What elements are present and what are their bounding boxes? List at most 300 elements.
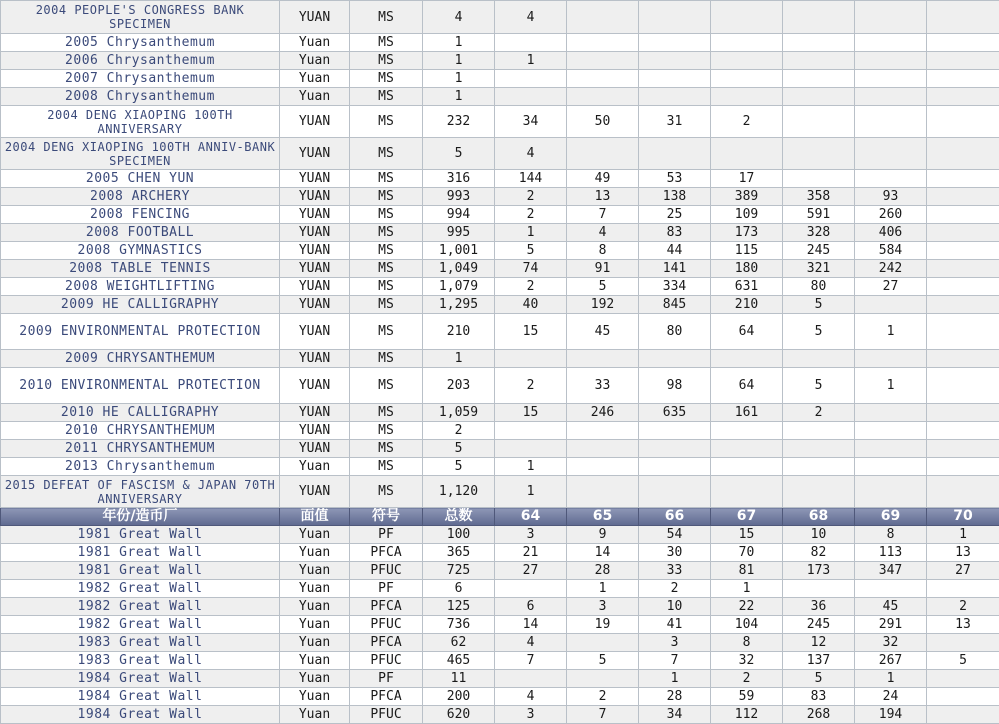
cell-grade-69 bbox=[855, 476, 927, 508]
cell-grade-64: 4 bbox=[495, 1, 567, 34]
cell-grade-66 bbox=[639, 88, 711, 106]
cell-grade-65: 192 bbox=[567, 296, 639, 314]
cell-denomination: YUAN bbox=[280, 476, 350, 508]
cell-grade-67 bbox=[711, 458, 783, 476]
table-row bbox=[1, 422, 999, 440]
cell-grade-70: 27 bbox=[927, 562, 999, 580]
column-header: 年份/造币厂 bbox=[1, 508, 280, 526]
cell-denomination: Yuan bbox=[280, 88, 350, 106]
table-row bbox=[1, 580, 999, 598]
cell-denomination: YUAN bbox=[280, 170, 350, 188]
cell-grade-70: 5 bbox=[927, 652, 999, 670]
cell-grade-symbol: MS bbox=[350, 138, 423, 170]
cell-grade-70 bbox=[927, 224, 999, 242]
cell-total: 1,059 bbox=[423, 404, 495, 422]
cell-grade-70 bbox=[927, 314, 999, 350]
cell-denomination: YUAN bbox=[280, 260, 350, 278]
cell-grade-66 bbox=[639, 422, 711, 440]
cell-denomination: YUAN bbox=[280, 242, 350, 260]
cell-grade-65 bbox=[567, 138, 639, 170]
cell-coin-name: 2008 GYMNASTICS bbox=[1, 242, 280, 260]
cell-denomination: Yuan bbox=[280, 526, 350, 544]
cell-grade-64 bbox=[495, 88, 567, 106]
cell-grade-68: 358 bbox=[783, 188, 855, 206]
cell-coin-name: 2013 Chrysanthemum bbox=[1, 458, 280, 476]
cell-grade-64 bbox=[495, 440, 567, 458]
cell-denomination: YUAN bbox=[280, 138, 350, 170]
cell-grade-68: 328 bbox=[783, 224, 855, 242]
cell-grade-70 bbox=[927, 88, 999, 106]
cell-grade-65: 7 bbox=[567, 206, 639, 224]
cell-grade-64: 21 bbox=[495, 544, 567, 562]
cell-grade-69: 242 bbox=[855, 260, 927, 278]
cell-grade-66: 30 bbox=[639, 544, 711, 562]
cell-total: 1 bbox=[423, 88, 495, 106]
cell-grade-65: 19 bbox=[567, 616, 639, 634]
cell-grade-64: 3 bbox=[495, 526, 567, 544]
cell-total: 5 bbox=[423, 138, 495, 170]
cell-coin-name: 1983 Great Wall bbox=[1, 652, 280, 670]
cell-denomination: YUAN bbox=[280, 368, 350, 404]
cell-grade-symbol: MS bbox=[350, 170, 423, 188]
cell-grade-69 bbox=[855, 404, 927, 422]
cell-grade-66: 54 bbox=[639, 526, 711, 544]
cell-grade-65: 4 bbox=[567, 224, 639, 242]
table-row bbox=[1, 688, 999, 706]
cell-grade-64 bbox=[495, 34, 567, 52]
cell-denomination: Yuan bbox=[280, 562, 350, 580]
cell-grade-64 bbox=[495, 350, 567, 368]
table-row bbox=[1, 670, 999, 688]
cell-grade-symbol: MS bbox=[350, 188, 423, 206]
table-row bbox=[1, 88, 999, 106]
cell-coin-name: 2009 CHRYSANTHEMUM bbox=[1, 350, 280, 368]
cell-coin-name: 2009 HE CALLIGRAPHY bbox=[1, 296, 280, 314]
table-row bbox=[1, 106, 999, 138]
column-header: 64 bbox=[495, 508, 567, 526]
cell-coin-name: 2008 FOOTBALL bbox=[1, 224, 280, 242]
cell-grade-66 bbox=[639, 52, 711, 70]
column-header: 68 bbox=[783, 508, 855, 526]
cell-grade-67: 70 bbox=[711, 544, 783, 562]
cell-grade-69 bbox=[855, 440, 927, 458]
cell-grade-70 bbox=[927, 188, 999, 206]
cell-grade-64: 15 bbox=[495, 404, 567, 422]
cell-grade-67: 210 bbox=[711, 296, 783, 314]
cell-grade-66: 1 bbox=[639, 670, 711, 688]
cell-grade-symbol: MS bbox=[350, 52, 423, 70]
cell-denomination: YUAN bbox=[280, 350, 350, 368]
cell-grade-symbol: MS bbox=[350, 458, 423, 476]
cell-grade-64: 14 bbox=[495, 616, 567, 634]
cell-coin-name: 2009 ENVIRONMENTAL PROTECTION bbox=[1, 314, 280, 350]
cell-grade-symbol: MS bbox=[350, 476, 423, 508]
cell-grade-69: 93 bbox=[855, 188, 927, 206]
cell-coin-name: 2015 DEFEAT OF FASCISM & JAPAN 70TH ANNIVERSARY bbox=[1, 476, 280, 508]
cell-grade-70 bbox=[927, 404, 999, 422]
cell-grade-65: 5 bbox=[567, 652, 639, 670]
cell-grade-67: 81 bbox=[711, 562, 783, 580]
cell-grade-64: 3 bbox=[495, 706, 567, 724]
cell-coin-name: 1981 Great Wall bbox=[1, 544, 280, 562]
cell-grade-65 bbox=[567, 88, 639, 106]
cell-total: 203 bbox=[423, 368, 495, 404]
table-row bbox=[1, 476, 999, 508]
cell-grade-symbol: MS bbox=[350, 404, 423, 422]
cell-denomination: Yuan bbox=[280, 580, 350, 598]
cell-grade-69 bbox=[855, 350, 927, 368]
cell-grade-68: 137 bbox=[783, 652, 855, 670]
table-row bbox=[1, 1, 999, 34]
cell-grade-69: 267 bbox=[855, 652, 927, 670]
cell-grade-67: 17 bbox=[711, 170, 783, 188]
cell-grade-symbol: MS bbox=[350, 296, 423, 314]
cell-grade-65 bbox=[567, 52, 639, 70]
column-header: 67 bbox=[711, 508, 783, 526]
cell-coin-name: 1984 Great Wall bbox=[1, 706, 280, 724]
cell-grade-symbol: MS bbox=[350, 314, 423, 350]
cell-total: 6 bbox=[423, 580, 495, 598]
cell-grade-66: 141 bbox=[639, 260, 711, 278]
cell-grade-symbol: PFCA bbox=[350, 688, 423, 706]
cell-grade-68: 12 bbox=[783, 634, 855, 652]
cell-grade-symbol: MS bbox=[350, 242, 423, 260]
cell-grade-66 bbox=[639, 458, 711, 476]
cell-denomination: Yuan bbox=[280, 458, 350, 476]
cell-grade-67: 59 bbox=[711, 688, 783, 706]
cell-grade-symbol: PFUC bbox=[350, 616, 423, 634]
column-header: 总数 bbox=[423, 508, 495, 526]
table-row bbox=[1, 206, 999, 224]
table-row bbox=[1, 34, 999, 52]
cell-grade-66: 7 bbox=[639, 652, 711, 670]
cell-coin-name: 2006 Chrysanthemum bbox=[1, 52, 280, 70]
cell-grade-64: 2 bbox=[495, 278, 567, 296]
cell-grade-69: 406 bbox=[855, 224, 927, 242]
cell-grade-64: 7 bbox=[495, 652, 567, 670]
table-row bbox=[1, 616, 999, 634]
cell-grade-68: 591 bbox=[783, 206, 855, 224]
cell-grade-68: 245 bbox=[783, 616, 855, 634]
cell-coin-name: 1984 Great Wall bbox=[1, 688, 280, 706]
cell-denomination: Yuan bbox=[280, 544, 350, 562]
cell-denomination: Yuan bbox=[280, 70, 350, 88]
cell-total: 232 bbox=[423, 106, 495, 138]
table-row bbox=[1, 138, 999, 170]
table-row bbox=[1, 440, 999, 458]
cell-grade-68 bbox=[783, 138, 855, 170]
cell-grade-66: 34 bbox=[639, 706, 711, 724]
cell-grade-69 bbox=[855, 458, 927, 476]
column-header: 面值 bbox=[280, 508, 350, 526]
cell-grade-65: 3 bbox=[567, 598, 639, 616]
cell-grade-69 bbox=[855, 70, 927, 88]
cell-grade-symbol: PFCA bbox=[350, 598, 423, 616]
cell-total: 1,049 bbox=[423, 260, 495, 278]
cell-grade-67: 161 bbox=[711, 404, 783, 422]
cell-grade-symbol: MS bbox=[350, 224, 423, 242]
cell-coin-name: 2008 TABLE TENNIS bbox=[1, 260, 280, 278]
cell-grade-65: 91 bbox=[567, 260, 639, 278]
cell-denomination: Yuan bbox=[280, 616, 350, 634]
cell-grade-70 bbox=[927, 350, 999, 368]
cell-grade-68 bbox=[783, 422, 855, 440]
cell-grade-69 bbox=[855, 138, 927, 170]
cell-grade-70: 13 bbox=[927, 616, 999, 634]
cell-grade-symbol: PFCA bbox=[350, 544, 423, 562]
cell-total: 1 bbox=[423, 70, 495, 88]
cell-grade-67: 64 bbox=[711, 368, 783, 404]
cell-total: 620 bbox=[423, 706, 495, 724]
cell-grade-67 bbox=[711, 70, 783, 88]
cell-grade-65 bbox=[567, 670, 639, 688]
cell-denomination: Yuan bbox=[280, 634, 350, 652]
cell-grade-symbol: PF bbox=[350, 580, 423, 598]
cell-grade-symbol: MS bbox=[350, 278, 423, 296]
cell-grade-64: 4 bbox=[495, 634, 567, 652]
cell-denomination: Yuan bbox=[280, 688, 350, 706]
cell-grade-66 bbox=[639, 138, 711, 170]
cell-grade-69 bbox=[855, 34, 927, 52]
cell-grade-64: 74 bbox=[495, 260, 567, 278]
cell-coin-name: 1981 Great Wall bbox=[1, 526, 280, 544]
cell-grade-68 bbox=[783, 170, 855, 188]
cell-grade-64: 15 bbox=[495, 314, 567, 350]
cell-grade-66: 138 bbox=[639, 188, 711, 206]
cell-grade-69: 291 bbox=[855, 616, 927, 634]
table-row bbox=[1, 224, 999, 242]
cell-grade-68: 5 bbox=[783, 368, 855, 404]
cell-grade-65: 2 bbox=[567, 688, 639, 706]
cell-coin-name: 1981 Great Wall bbox=[1, 562, 280, 580]
cell-grade-68: 5 bbox=[783, 296, 855, 314]
cell-coin-name: 2010 HE CALLIGRAPHY bbox=[1, 404, 280, 422]
cell-grade-65: 33 bbox=[567, 368, 639, 404]
cell-grade-70 bbox=[927, 52, 999, 70]
cell-grade-68: 173 bbox=[783, 562, 855, 580]
cell-grade-68: 5 bbox=[783, 670, 855, 688]
cell-grade-67 bbox=[711, 88, 783, 106]
cell-total: 365 bbox=[423, 544, 495, 562]
cell-grade-70 bbox=[927, 260, 999, 278]
cell-grade-69: 347 bbox=[855, 562, 927, 580]
cell-denomination: Yuan bbox=[280, 706, 350, 724]
cell-total: 1,001 bbox=[423, 242, 495, 260]
cell-total: 725 bbox=[423, 562, 495, 580]
table-row bbox=[1, 706, 999, 724]
cell-total: 465 bbox=[423, 652, 495, 670]
cell-grade-67 bbox=[711, 422, 783, 440]
cell-grade-68: 80 bbox=[783, 278, 855, 296]
cell-grade-64: 5 bbox=[495, 242, 567, 260]
cell-coin-name: 2007 Chrysanthemum bbox=[1, 70, 280, 88]
cell-grade-69: 45 bbox=[855, 598, 927, 616]
cell-grade-70 bbox=[927, 706, 999, 724]
cell-grade-70 bbox=[927, 476, 999, 508]
cell-grade-68: 321 bbox=[783, 260, 855, 278]
cell-grade-66 bbox=[639, 350, 711, 368]
cell-grade-66: 334 bbox=[639, 278, 711, 296]
cell-grade-65: 1 bbox=[567, 580, 639, 598]
cell-grade-66: 10 bbox=[639, 598, 711, 616]
cell-grade-68 bbox=[783, 458, 855, 476]
cell-grade-64 bbox=[495, 422, 567, 440]
cell-grade-69: 1 bbox=[855, 670, 927, 688]
cell-grade-70 bbox=[927, 422, 999, 440]
cell-total: 11 bbox=[423, 670, 495, 688]
cell-total: 2 bbox=[423, 422, 495, 440]
cell-grade-70 bbox=[927, 458, 999, 476]
cell-grade-70: 13 bbox=[927, 544, 999, 562]
cell-grade-68 bbox=[783, 350, 855, 368]
cell-grade-65 bbox=[567, 458, 639, 476]
cell-grade-68 bbox=[783, 70, 855, 88]
cell-grade-66: 33 bbox=[639, 562, 711, 580]
cell-grade-65: 28 bbox=[567, 562, 639, 580]
cell-grade-68: 268 bbox=[783, 706, 855, 724]
cell-denomination: Yuan bbox=[280, 652, 350, 670]
cell-grade-67: 2 bbox=[711, 670, 783, 688]
cell-grade-69: 1 bbox=[855, 368, 927, 404]
cell-total: 1 bbox=[423, 350, 495, 368]
cell-coin-name: 2008 ARCHERY bbox=[1, 188, 280, 206]
cell-grade-68: 245 bbox=[783, 242, 855, 260]
cell-grade-69 bbox=[855, 1, 927, 34]
cell-grade-69: 27 bbox=[855, 278, 927, 296]
cell-grade-66 bbox=[639, 1, 711, 34]
cell-grade-67: 64 bbox=[711, 314, 783, 350]
cell-denomination: YUAN bbox=[280, 106, 350, 138]
cell-grade-69 bbox=[855, 422, 927, 440]
cell-grade-67: 8 bbox=[711, 634, 783, 652]
cell-grade-symbol: MS bbox=[350, 422, 423, 440]
cell-grade-67: 115 bbox=[711, 242, 783, 260]
table-row bbox=[1, 52, 999, 70]
cell-total: 1 bbox=[423, 52, 495, 70]
cell-grade-67 bbox=[711, 34, 783, 52]
cell-grade-symbol: MS bbox=[350, 1, 423, 34]
cell-grade-66: 28 bbox=[639, 688, 711, 706]
table-header-row bbox=[1, 508, 999, 526]
cell-grade-64: 2 bbox=[495, 206, 567, 224]
cell-grade-69: 194 bbox=[855, 706, 927, 724]
cell-grade-69: 584 bbox=[855, 242, 927, 260]
cell-grade-69: 260 bbox=[855, 206, 927, 224]
cell-grade-symbol: MS bbox=[350, 206, 423, 224]
cell-coin-name: 2004 DENG XIAOPING 100TH ANNIV-BANK SPECIMEN bbox=[1, 138, 280, 170]
cell-coin-name: 1982 Great Wall bbox=[1, 616, 280, 634]
cell-grade-64: 34 bbox=[495, 106, 567, 138]
cell-grade-69 bbox=[855, 88, 927, 106]
cell-grade-68 bbox=[783, 106, 855, 138]
cell-denomination: Yuan bbox=[280, 52, 350, 70]
cell-grade-67: 32 bbox=[711, 652, 783, 670]
cell-grade-70 bbox=[927, 580, 999, 598]
cell-grade-65 bbox=[567, 350, 639, 368]
cell-coin-name: 2010 CHRYSANTHEMUM bbox=[1, 422, 280, 440]
cell-grade-67: 2 bbox=[711, 106, 783, 138]
cell-grade-65 bbox=[567, 70, 639, 88]
cell-grade-67: 112 bbox=[711, 706, 783, 724]
cell-denomination: YUAN bbox=[280, 206, 350, 224]
cell-total: 125 bbox=[423, 598, 495, 616]
cell-grade-65: 8 bbox=[567, 242, 639, 260]
cell-grade-65 bbox=[567, 476, 639, 508]
cell-denomination: YUAN bbox=[280, 188, 350, 206]
table-row bbox=[1, 350, 999, 368]
cell-grade-70: 2 bbox=[927, 598, 999, 616]
cell-grade-65: 45 bbox=[567, 314, 639, 350]
cell-total: 736 bbox=[423, 616, 495, 634]
cell-grade-68: 2 bbox=[783, 404, 855, 422]
table-row bbox=[1, 260, 999, 278]
cell-total: 200 bbox=[423, 688, 495, 706]
cell-grade-66 bbox=[639, 70, 711, 88]
table-row bbox=[1, 598, 999, 616]
cell-grade-64 bbox=[495, 580, 567, 598]
cell-grade-66: 44 bbox=[639, 242, 711, 260]
cell-grade-66: 3 bbox=[639, 634, 711, 652]
table-row bbox=[1, 544, 999, 562]
cell-grade-64: 1 bbox=[495, 52, 567, 70]
cell-grade-65: 50 bbox=[567, 106, 639, 138]
column-header: 69 bbox=[855, 508, 927, 526]
cell-grade-70 bbox=[927, 138, 999, 170]
cell-grade-symbol: MS bbox=[350, 260, 423, 278]
table-row bbox=[1, 526, 999, 544]
cell-grade-69 bbox=[855, 296, 927, 314]
cell-grade-70 bbox=[927, 440, 999, 458]
table-row bbox=[1, 368, 999, 404]
cell-total: 993 bbox=[423, 188, 495, 206]
cell-total: 1,120 bbox=[423, 476, 495, 508]
cell-grade-symbol: PFUC bbox=[350, 652, 423, 670]
cell-grade-66: 98 bbox=[639, 368, 711, 404]
table-row bbox=[1, 70, 999, 88]
cell-grade-64: 40 bbox=[495, 296, 567, 314]
cell-grade-66: 635 bbox=[639, 404, 711, 422]
cell-grade-69 bbox=[855, 52, 927, 70]
column-header: 70 bbox=[927, 508, 999, 526]
table-row bbox=[1, 188, 999, 206]
cell-grade-65: 7 bbox=[567, 706, 639, 724]
cell-total: 1,295 bbox=[423, 296, 495, 314]
cell-grade-64 bbox=[495, 70, 567, 88]
cell-grade-69: 24 bbox=[855, 688, 927, 706]
cell-coin-name: 2008 FENCING bbox=[1, 206, 280, 224]
cell-grade-64: 144 bbox=[495, 170, 567, 188]
cell-grade-67 bbox=[711, 350, 783, 368]
cell-grade-symbol: MS bbox=[350, 70, 423, 88]
cell-total: 5 bbox=[423, 440, 495, 458]
cell-grade-67 bbox=[711, 476, 783, 508]
cell-total: 5 bbox=[423, 458, 495, 476]
cell-grade-64: 4 bbox=[495, 688, 567, 706]
cell-grade-69: 32 bbox=[855, 634, 927, 652]
cell-grade-69 bbox=[855, 580, 927, 598]
cell-total: 1,079 bbox=[423, 278, 495, 296]
table-row bbox=[1, 562, 999, 580]
cell-denomination: YUAN bbox=[280, 440, 350, 458]
cell-grade-70 bbox=[927, 170, 999, 188]
cell-grade-68: 82 bbox=[783, 544, 855, 562]
cell-grade-symbol: PFCA bbox=[350, 634, 423, 652]
cell-total: 994 bbox=[423, 206, 495, 224]
cell-grade-66 bbox=[639, 476, 711, 508]
cell-grade-66: 53 bbox=[639, 170, 711, 188]
cell-grade-65 bbox=[567, 634, 639, 652]
cell-grade-70 bbox=[927, 106, 999, 138]
